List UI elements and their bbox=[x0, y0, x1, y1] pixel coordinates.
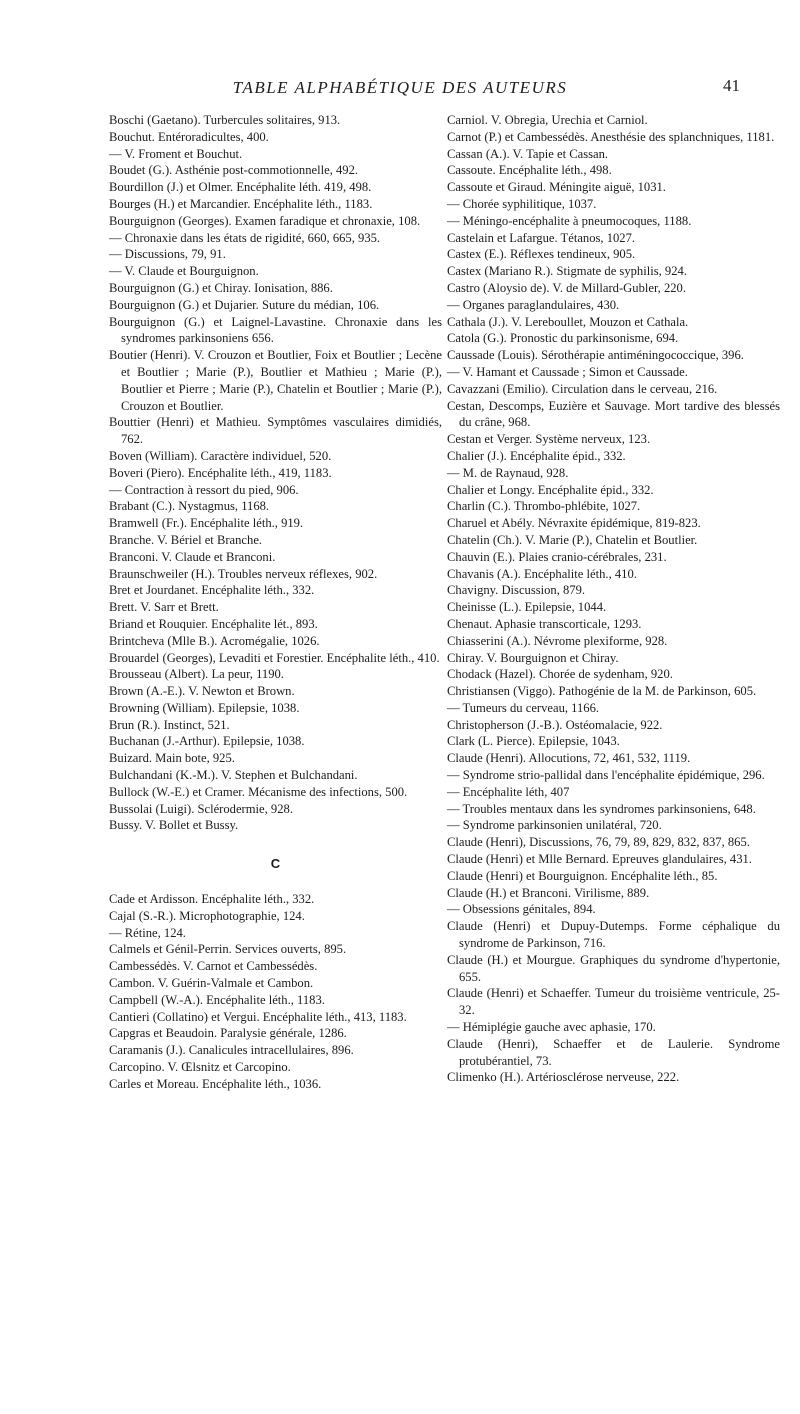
index-entry: — Syndrome parkinsonien unilatéral, 720. bbox=[447, 818, 662, 833]
index-entry: — Rétine, 124. bbox=[109, 925, 186, 940]
index-entry: Climenko (H.). Artériosclérose nerveuse, 222. bbox=[447, 1070, 680, 1085]
index-entry: Buchanan (J.-Arthur). Epilepsie, 1038. bbox=[109, 734, 305, 749]
index-entry: Cajal (S.-R.). Microphotographie, 124. bbox=[109, 908, 305, 923]
page-header bbox=[0, 78, 800, 102]
index-entry: Chatelin (Ch.). V. Marie (P.), Chatelin et Boutlier. bbox=[447, 532, 698, 547]
index-entry: Chavigny. Discussion, 879. bbox=[447, 583, 586, 598]
index-entry: Bourguignon (G.) et Dujarier. Suture du médian, 106. bbox=[109, 297, 380, 312]
index-entry: Claude (Henri) et Schaeffer. Tumeur du troisième ventricule, 25-32. bbox=[447, 986, 780, 1018]
index-entry: Bourges (H.) et Marcandier. Encéphalite léth., 1183. bbox=[109, 196, 373, 211]
index-entry: Carcopino. V. Œlsnitz et Carcopino. bbox=[109, 1060, 291, 1075]
index-entry: Bourguignon (G.) et Chiray. Ionisation, 886. bbox=[109, 280, 333, 295]
index-entry: Calmels et Génil-Perrin. Services ouverts, 895. bbox=[109, 942, 347, 957]
index-entry: Braunschweiler (H.). Troubles nerveux réflexes, 902. bbox=[109, 566, 378, 581]
running-title: TABLE ALPHABÉTIQUE DES AUTEURS bbox=[232, 78, 568, 97]
index-entry: Carniol. V. Obregia, Urechia et Carniol. bbox=[447, 113, 648, 127]
page-number: 41 bbox=[723, 76, 740, 95]
index-entry: Branconi. V. Claude et Branconi. bbox=[109, 549, 276, 564]
index-entry: Castex (E.). Réflexes tendineux, 905. bbox=[447, 247, 636, 262]
index-entry: Caramanis (J.). Canalicules intracellulaires, 896. bbox=[109, 1043, 354, 1058]
index-entry: Cassoute et Giraud. Méningite aiguë, 1031. bbox=[447, 180, 666, 195]
index-entry: Bourdillon (J.) et Olmer. Encéphalite léth. 419, 498. bbox=[109, 180, 372, 195]
index-entry: Castex (Mariano R.). Stigmate de syphilis, 924. bbox=[447, 264, 687, 279]
index-entry: Chalier (J.). Encéphalite épid., 332. bbox=[447, 448, 626, 463]
index-entry: Claude (H.) et Mourgue. Graphiques du syndrome d'hypertonie, 655. bbox=[447, 952, 780, 984]
index-entry: Clark (L. Pierce). Epilepsie, 1043. bbox=[447, 734, 620, 749]
index-entries-b bbox=[109, 112, 442, 834]
index-entry: — Syndrome strio-pallidal dans l'encéphalite épidémique, 296. bbox=[447, 768, 765, 783]
index-entry: Brouardel (Georges), Levaditi et Forestier. Encéphalite léth., 410. bbox=[109, 650, 440, 665]
index-entry: Chiasserini (A.). Névrome plexiforme, 928. bbox=[447, 633, 668, 648]
index-entry: Castelain et Lafargue. Tétanos, 1027. bbox=[447, 230, 636, 245]
index-entry: Boven (William). Caractère individuel, 520. bbox=[109, 448, 332, 463]
index-entry: — V. Claude et Bourguignon. bbox=[109, 264, 259, 279]
index-entry: Buizard. Main bote, 925. bbox=[109, 751, 235, 766]
index-entry: Cambon. V. Guérin-Valmale et Cambon. bbox=[109, 976, 314, 991]
index-entry: Claude (H.) et Branconi. Virilisme, 889. bbox=[447, 885, 650, 900]
index-entry: Claude (Henri), Schaeffer et de Laulerie. Syndrome protubérantiel, 73. bbox=[447, 1036, 780, 1068]
index-entry: Bourguignon (G.) et Laignel-Lavastine. Chronaxie dans les syndromes parkinsoniens 656. bbox=[109, 314, 442, 346]
index-entry: Cestan et Verger. Système nerveux, 123. bbox=[447, 432, 651, 447]
index-entry: Carles et Moreau. Encéphalite léth., 1036. bbox=[109, 1076, 322, 1091]
index-entry: Boutier (Henri). V. Crouzon et Boutlier, Foix et Boutlier ; Lecène et Boutlier ; Marie (P.), Boutlier et Mathieu ; Marie (P.), Boutlier et Pierre ; Marie (P.), Chatelin et Boutlier ; Marie (P.), Crouzon et Boutlier. bbox=[109, 348, 442, 413]
index-entry: Cassoute. Encéphalite léth., 498. bbox=[447, 163, 612, 178]
index-entry: Browning (William). Epilepsie, 1038. bbox=[109, 700, 300, 715]
index-entry: Christopherson (J.-B.). Ostéomalacie, 922. bbox=[447, 717, 663, 732]
index-entry: Chiray. V. Bourguignon et Chiray. bbox=[447, 650, 619, 665]
index-entry: Claude (Henri) et Mlle Bernard. Epreuves glandulaires, 431. bbox=[447, 852, 752, 867]
index-entry: — Discussions, 79, 91. bbox=[109, 247, 226, 262]
index-entry: Brown (A.-E.). V. Newton et Brown. bbox=[109, 684, 295, 699]
index-entry: Chalier et Longy. Encéphalite épid., 332. bbox=[447, 482, 654, 497]
index-entry: Capgras et Beaudoin. Paralysie générale, 1286. bbox=[109, 1026, 347, 1041]
section-heading-c: C bbox=[270, 856, 281, 872]
index-entry: Charlin (C.). Thrombo-phlébite, 1027. bbox=[447, 499, 641, 514]
index-entry: — M. de Raynaud, 928. bbox=[447, 465, 569, 480]
index-entry: — Troubles mentaux dans les syndromes parkinsoniens, 648. bbox=[447, 801, 756, 816]
index-entry: — Chorée syphilitique, 1037. bbox=[447, 196, 597, 211]
index-entry: Branche. V. Bériel et Branche. bbox=[109, 532, 263, 547]
index-entry: Cassan (A.). V. Tapie et Cassan. bbox=[447, 146, 609, 161]
index-entry: Carnot (P.) et Cambessédès. Anesthésie des splanchniques, 1181. bbox=[447, 129, 775, 144]
index-entry: Bouttier (Henri) et Mathieu. Symptômes vasculaires dimidiés, 762. bbox=[109, 415, 442, 447]
index-entry: Caussade (Louis). Sérothérapie antiméningococcique, 396. bbox=[447, 348, 744, 363]
index-entry: Chavanis (A.). Encéphalite léth., 410. bbox=[447, 566, 637, 581]
right-column bbox=[447, 112, 780, 1086]
index-entry: Cathala (J.). V. Lereboullet, Mouzon et Cathala. bbox=[447, 314, 689, 329]
index-entry: Chauvin (E.). Plaies cranio-cérébrales, 231. bbox=[447, 549, 667, 564]
index-entry: Brun (R.). Instinct, 521. bbox=[109, 717, 230, 732]
index-entry: Catola (G.). Pronostic du parkinsonisme, 694. bbox=[447, 331, 679, 346]
index-entry: Claude (Henri) et Bourguignon. Encéphalite léth., 85. bbox=[447, 868, 718, 883]
index-entry: Charuel et Abély. Névraxite épidémique, 819-823. bbox=[447, 516, 701, 531]
index-entry: — Obsessions génitales, 894. bbox=[447, 902, 596, 917]
index-entry: Bramwell (Fr.). Encéphalite léth., 919. bbox=[109, 516, 304, 531]
index-entry: Chodack (Hazel). Chorée de sydenham, 920. bbox=[447, 667, 673, 682]
index-entry: Brousseau (Albert). La peur, 1190. bbox=[109, 667, 284, 682]
index-entry: — Tumeurs du cerveau, 1166. bbox=[447, 700, 600, 715]
index-entry: Bussy. V. Bollet et Bussy. bbox=[109, 818, 239, 833]
index-entry: Boudet (G.). Asthénie post-commotionnelle, 492. bbox=[109, 163, 359, 178]
index-entry: Bussolai (Luigi). Sclérodermie, 928. bbox=[109, 801, 293, 816]
index-entry: Bullock (W.-E.) et Cramer. Mécanisme des infections, 500. bbox=[109, 784, 408, 799]
index-entry: Cade et Ardisson. Encéphalite léth., 332. bbox=[109, 892, 315, 907]
index-entry: — Contraction à ressort du pied, 906. bbox=[109, 482, 299, 497]
index-entry: — Chronaxie dans les états de rigidité, 660, 665, 935. bbox=[109, 230, 381, 245]
index-entry: Cheinisse (L.). Epilepsie, 1044. bbox=[447, 600, 607, 615]
index-entry: Boveri (Piero). Encéphalite léth., 419, 1183. bbox=[109, 465, 332, 480]
index-entry: Cantieri (Collatino) et Vergui. Encéphalite léth., 413, 1183. bbox=[109, 1009, 407, 1024]
index-entry: Campbell (W.-A.). Encéphalite léth., 1183. bbox=[109, 992, 325, 1007]
index-entry: — V. Hamant et Caussade ; Simon et Caussade. bbox=[447, 364, 688, 379]
index-entry: — V. Froment et Bouchut. bbox=[109, 146, 243, 161]
index-entry: Briand et Rouquier. Encéphalite lét., 893. bbox=[109, 616, 318, 631]
index-entry: — Encéphalite léth, 407 bbox=[447, 784, 570, 799]
index-entry: Brett. V. Sarr et Brett. bbox=[109, 600, 219, 615]
index-entry: Bret et Jourdanet. Encéphalite léth., 332. bbox=[109, 583, 315, 598]
left-column bbox=[109, 112, 442, 1093]
index-entry: Chenaut. Aphasie transcorticale, 1293. bbox=[447, 616, 642, 631]
index-entries-c bbox=[109, 891, 442, 1093]
index-entry: Cambessédès. V. Carnot et Cambessédès. bbox=[109, 959, 318, 974]
index-entry: Brintcheva (Mlle B.). Acromégalie, 1026. bbox=[109, 633, 320, 648]
index-entry: Bulchandani (K.-M.). V. Stephen et Bulchandani. bbox=[109, 768, 358, 783]
index-entry: — Organes paraglandulaires, 430. bbox=[447, 297, 620, 312]
index-entry: Castro (Aloysio de). V. de Millard-Gubler, 220. bbox=[447, 280, 686, 295]
index-entry: — Méningo-encéphalite à pneumocoques, 1188. bbox=[447, 213, 692, 228]
index-entry: Cavazzani (Emilio). Circulation dans le cerveau, 216. bbox=[447, 381, 718, 396]
index-entry: Claude (Henri). Allocutions, 72, 461, 532, 1119. bbox=[447, 751, 691, 766]
index-entry: Claude (Henri) et Dupuy-Dutemps. Forme céphalique du syndrome de Parkinson, 716. bbox=[447, 919, 780, 951]
index-entry: Boschi (Gaetano). Turbercules solitaires, 913. bbox=[109, 113, 341, 127]
index-entry: Claude (Henri), Discussions, 76, 79, 89, 829, 832, 837, 865. bbox=[447, 835, 750, 850]
index-entry: Brabant (C.). Nystagmus, 1168. bbox=[109, 499, 270, 514]
index-entry: — Hémiplégie gauche avec aphasie, 170. bbox=[447, 1020, 656, 1035]
index-entry: Cestan, Descomps, Euzière et Sauvage. Mort tardive des blessés du crâne, 968. bbox=[447, 398, 780, 430]
index-entry: Bouchut. Entéroradicultes, 400. bbox=[109, 129, 269, 144]
index-entry: Bourguignon (Georges). Examen faradique et chronaxie, 108. bbox=[109, 213, 421, 228]
index-entry: Christiansen (Viggo). Pathogénie de la M. de Parkinson, 605. bbox=[447, 684, 757, 699]
